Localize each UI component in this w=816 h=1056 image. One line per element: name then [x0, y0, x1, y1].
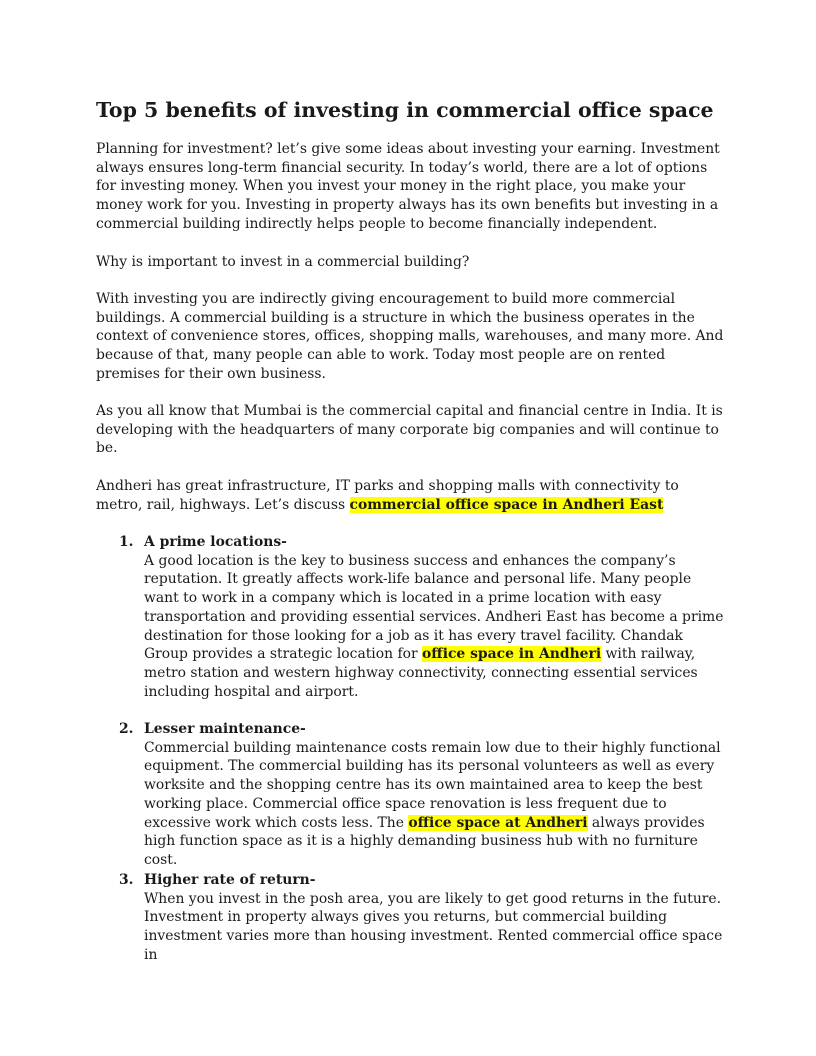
list-item-number: 3. [119, 872, 134, 888]
commercial-building-paragraph: With investing you are indirectly giving encouragement to build more commercial buildings. A commercial building is a structure in which the business operates in the context of convenience stores, offices, shopping malls, warehouses, and many more. And because of that, many people can able to work. Today most people are on rented premises for their own business. [96, 291, 724, 382]
list-item-body [144, 552, 724, 702]
list-item-text: A good location is the key to business success and enhances the company’s reputation. It greatly affects work-life balance and personal life. Many people want to work in a company which is located in a prime location with easy transportation and providing essential services. Andheri East has become a prime destination for those looking for a job as it has every travel facility. Chandak Group provides a strategic location for [144, 552, 724, 663]
list-item-text: Commercial building maintenance costs remain low due to their highly functional equipment. The commercial building has its personal volunteers as well as every worksite and the shopping centre has its own maintained area to keep the best working place. Commercial office space renovation is less frequent due to excessive work which costs less. The [144, 739, 721, 831]
andheri-paragraph [96, 477, 724, 514]
mumbai-paragraph: As you all know that Mumbai is the commercial capital and financial centre in India. It is developing with the headquarters of many corporate big companies and will continue to be. [96, 403, 723, 457]
list-item-number: 2. [119, 721, 134, 737]
question-paragraph: Why is important to invest in a commercial building? [96, 254, 470, 270]
list-item-title: A prime locations- [144, 534, 287, 550]
list-item-body [144, 739, 724, 870]
list-item-title: Higher rate of return- [144, 872, 316, 888]
office-space-andheri-link[interactable]: office space in Andheri [422, 646, 602, 663]
intro-paragraph: Planning for investment? let’s give some ideas about investing your earning. Investment always ensures long-term financial security. In today’s world, there are a lot of options for investing money. When you invest your money in the right place, you make your money work for you. Investing in property always has its own benefits but investing in a commercial building indirectly helps people to become financially independent. [96, 141, 720, 232]
andheri-paragraph-text: Andheri has great infrastructure, IT parks and shopping malls with connectivity to metro, rail, highways. Let’s discuss [96, 478, 679, 513]
list-item-text: When you invest in the posh area, you are likely to get good returns in the future. Investment in property always gives you returns, but commercial building investment varies more than housing investment. Rented commercial office space in [144, 890, 723, 963]
office-space-at-andheri-link[interactable]: office space at Andheri [408, 814, 588, 831]
page-title: Top 5 benefits of investing in commercial office space [96, 98, 714, 122]
andheri-east-office-link[interactable]: commercial office space in Andheri East [349, 496, 664, 513]
list-item-number: 1. [119, 534, 134, 550]
list-item-text-continued: always provides high function space as it is a highly demanding business hub with no furniture cost. [144, 814, 705, 868]
list-item-text-continued: with railway, metro station and western highway connectivity, connecting essential services including hospital and airport. [144, 646, 698, 700]
list-item-body [144, 890, 724, 965]
list-item-title: Lesser maintenance- [144, 721, 306, 737]
